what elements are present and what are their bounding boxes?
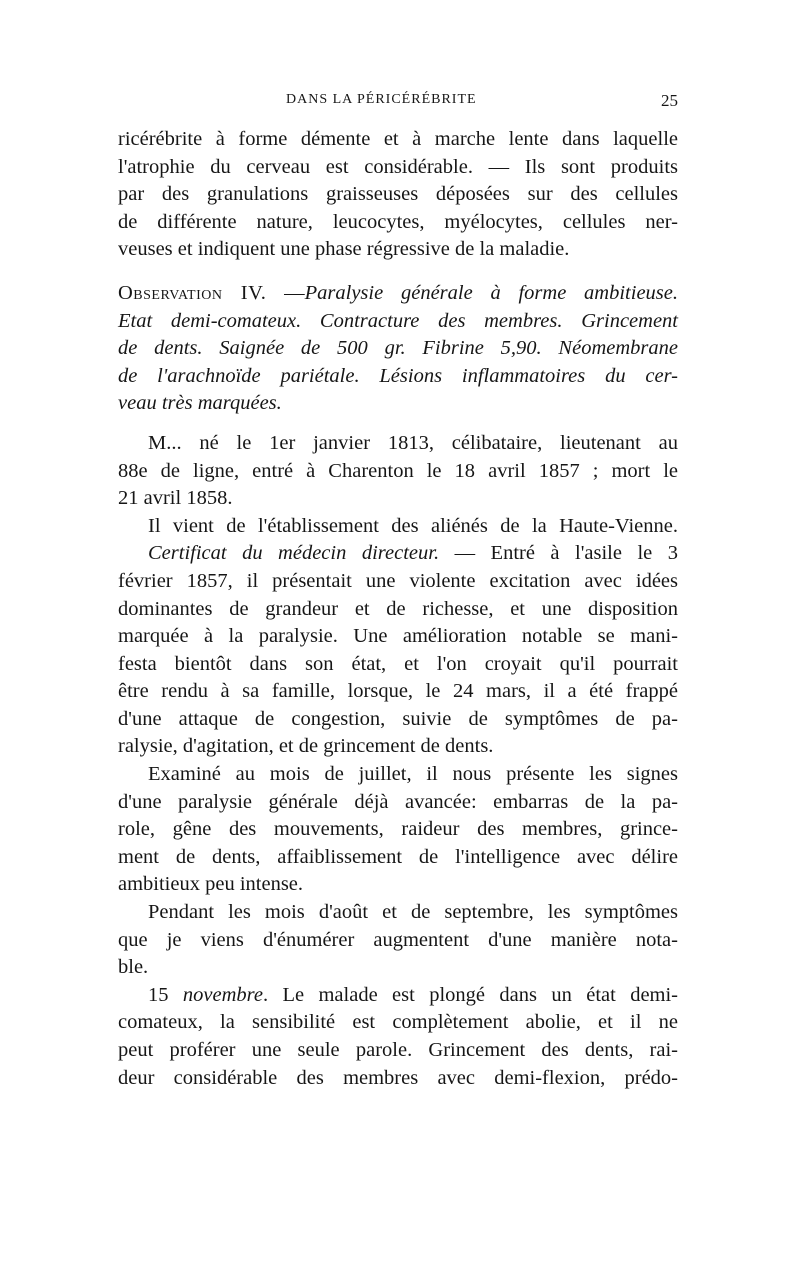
text-line: être rendu à sa famille, lorsque, le 24 mars, il a été frappé [118, 680, 678, 703]
observation-summary-line: veau très marquées. [118, 392, 282, 415]
text-line: comateux, la sensibilité est complètement abolie, et il ne [118, 1011, 678, 1034]
text-line: l'atrophie du cerveau est considérable. — Ils sont produits [118, 155, 678, 178]
text-line: ricérébrite à forme démente et à marche lente dans laquelle [118, 128, 678, 150]
text-line: dominantes de grandeur et de richesse, et une disposition [118, 597, 678, 620]
text-line: février 1857, il présentait une violente excitation avec idées [118, 569, 678, 592]
running-header [118, 92, 678, 116]
text-line: marquée à la paralysie. Une amélioration notable se mani- [118, 625, 678, 648]
text-line: role, gêne des mouvements, raideur des membres, grince- [118, 818, 678, 841]
text-line: 88e de ligne, entré à Charenton le 18 avril 1857 ; mort le [118, 459, 678, 482]
observation-summary-line: Paralysie générale à forme ambitieuse. [304, 281, 678, 304]
observation-summary-line: de dents. Saignée de 500 gr. Fibrine 5,90. Néomembrane [118, 337, 678, 360]
text-line: veuses et indiquent une phase régressive de la maladie. [118, 238, 570, 261]
certificate-lead: Certificat du médecin directeur. [148, 542, 440, 565]
running-title: DANS LA PÉRICÉRÉBRITE [286, 92, 477, 107]
origin-paragraph [118, 513, 678, 541]
progression-paragraph [118, 899, 678, 982]
november-paragraph [118, 982, 678, 1092]
text-line: M... né le 1er janvier 1813, célibataire, lieutenant au [148, 431, 678, 454]
text-line: peut proférer une seule parole. Grincement des dents, rai- [118, 1039, 678, 1061]
page-number: 25 [661, 91, 678, 110]
date-month: novembre [182, 983, 263, 1006]
text-line: Il vient de l'établissement des aliénés de la Haute-Vienne. [148, 514, 678, 537]
text-line: ment de dents, affaiblissement de l'intelligence avec délire [118, 845, 678, 868]
text-line: ble. [118, 956, 149, 979]
observation-summary-line: de l'arachnoïde pariétale. Lésions inflammatoires du cer- [118, 364, 678, 387]
text-line: de différente nature, leucocytes, myélocytes, cellules ner- [118, 210, 678, 233]
text-line: que je viens d'énumérer augmentent d'une manière nota- [118, 928, 678, 951]
certificate-lead-rest: — Entré à l'asile le 3 [439, 542, 678, 565]
book-page [118, 92, 678, 1092]
text-line: ambitieux peu intense. [118, 873, 304, 896]
text-line: Examiné au mois de juillet, il nous présente les signes [148, 763, 678, 786]
observation-label: Observation IV. [118, 281, 267, 304]
date-lead-rest: . Le malade est plongé dans un état demi- [262, 983, 679, 1006]
text-line: Pendant les mois d'août et de septembre, les symptômes [148, 901, 678, 924]
examination-paragraph [118, 761, 678, 899]
patient-paragraph [118, 430, 678, 513]
text-line: par des granulations graisseuses déposées sur des cellules [118, 183, 678, 206]
date-number: 15 [148, 983, 183, 1006]
observation-dash: — [266, 281, 305, 304]
text-line: deur considérable des membres avec demi-flexion, prédo- [118, 1066, 678, 1089]
text-line: festa bientôt dans son état, et l'on croyait qu'il pourrait [118, 652, 678, 675]
observation-heading [118, 280, 678, 418]
text-line: d'une attaque de congestion, suivie de symptômes de pa- [118, 707, 678, 730]
certificate-paragraph [118, 540, 678, 761]
text-line: d'une paralysie générale déjà avancée: embarras de la pa- [118, 790, 678, 813]
paragraph-continuation [118, 126, 678, 264]
text-line: 21 avril 1858. [118, 487, 233, 510]
observation-summary-line: Etat demi-comateux. Contracture des membres. Grincement [118, 309, 678, 332]
text-line: ralysie, d'agitation, et de grincement de dents. [118, 735, 494, 758]
